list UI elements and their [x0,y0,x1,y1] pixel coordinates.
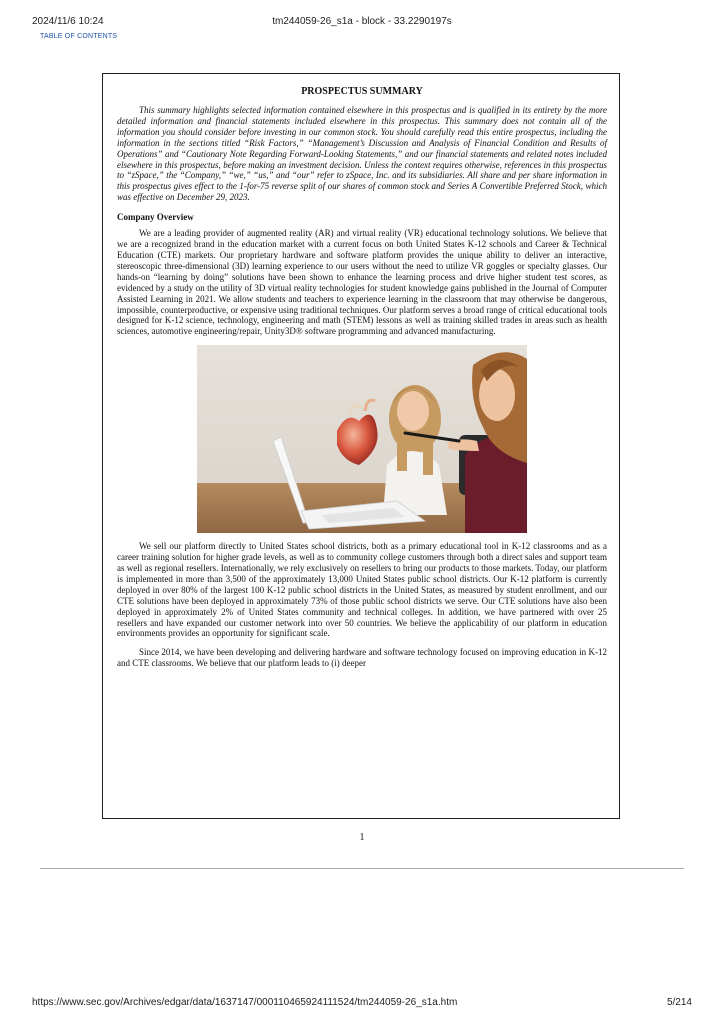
overview-paragraph-3: Since 2014, we have been developing and delivering hardware and software technology focused on improving education in K-12 and CTE classrooms. We believe that our platform leads to (i) deeper [117,647,607,669]
table-of-contents-link[interactable]: TABLE OF CONTENTS [40,33,118,40]
section-title: PROSPECTUS SUMMARY [301,86,423,97]
summary-intro: This summary highlights selected information contained elsewhere in this prospectus and is qualified in its entirety by the more detailed information and financial statements included elsewhere in this prospectus. This summary does not contain all of the information you should consider before investing in our common stock. You should carefully read this entire prospectus, including the information in the sections titled “Risk Factors,” “Management’s Discussion and Analysis of Financial Condition and Results of Operations” and “Cautionary Note Regarding Forward-Looking Statements,” and our financial statements and related notes included elsewhere in this prospectus, before making an investment decision. Unless the context requires otherwise, references in this prospectus to “zSpace,” the “Company,” “we,” “us,” and “our” refer to zSpace, Inc. and its subsidiaries. All share and per share information in this prospectus gives effect to the 1-for-75 reverse split of our shares of common stock and Series A Convertible Preferred Stock, which was effective on December 29, 2023. [117,105,607,203]
overview-paragraph-2: We sell our platform directly to United States school districts, both as a primary educational tool in K-12 classrooms and as a career training solution for higher grade levels, as well as to community college customers through both a direct sales and support team as well as regional resellers. Internationally, we rely exclusively on resellers to bring our products to those markets. Today, our platform is implemented in more than 3,500 of the approximately 13,000 United States public school districts. Our K-12 platform is currently deployed in over 80% of the largest 100 K-12 public school districts in the United States, as measured by student enrollment, and our CTE solutions have been deployed in approximately 73% of those public school districts we serve. Our CTE solutions have also been deployed in approximately 2% of United States community and technical colleges. In addition, we have partnered with over 25 resellers and have expanded our customer network into over 50 countries. We believe the applicability of our platform in education environments provides an opportunity for significant scale. [117,541,607,639]
print-footer [32,997,692,1011]
print-url: https://www.sec.gov/Archives/edgar/data/1637147/000110465924111524/tm244059-26_s1a.htm [32,997,458,1008]
company-overview-heading: Company Overview [117,212,194,223]
page-number: 1 [359,832,365,843]
overview-paragraph-1: We are a leading provider of augmented reality (AR) and virtual reality (VR) educational technology solutions. We believe that we are a recognized brand in the education market with a current focus on both United States K-12 schools and Career & Technical Education (CTE) markets. Our proprietary hardware and software platform provides the unique ability to deliver an interactive, stereoscopic three-dimensional (3D) learning experience to our users without the need to utilize VR goggles or specialty glasses. Our hands-on “learning by doing” solutions have been shown to enhance the learning process and drive higher student test scores, as evidenced by a study on the utility of 3D virtual reality technologies for student knowledge gains published in the Journal of Computer Assisted Learning in 2021. We allow students and teachers to experience learning in the classroom that may otherwise be dangerous, impossible, counterproductive, or expensive using traditional techniques. Our platform serves a broad range of critical educational tools designed for K-12 science, technology, engineering and math (STEM) lessons as well as training skilled trades in areas such as health sciences, automotive engineering/repair, Unity3D® software programming and advanced manufacturing. [117,228,607,337]
print-page-count: 5/214 [666,997,692,1008]
print-datetime: 2024/11/6 10:24 [32,16,104,27]
prospectus-page [102,73,620,819]
print-header [32,16,692,30]
print-doc-title: tm244059-26_s1a - block - 33.2290197s [272,16,452,27]
students-ar-photo [197,345,527,533]
page-divider [40,868,684,869]
